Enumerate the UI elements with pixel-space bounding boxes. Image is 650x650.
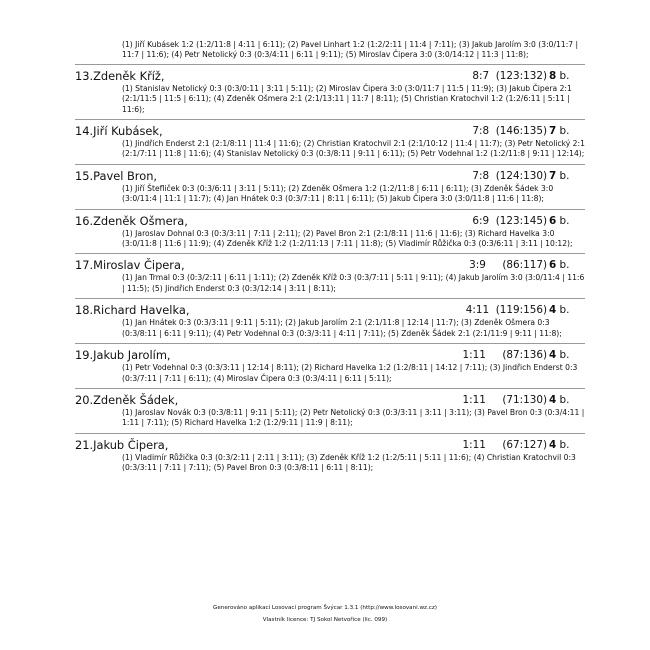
- points: [549, 257, 585, 273]
- points: [549, 347, 585, 363]
- entry-header: [75, 392, 585, 408]
- previous-entry-details: (1) Jiří Kubásek 1:2 (1:2/11:8 | 4:11 | 6:11); (2) Pavel Linhart 1:2 (1:2/2:11 | 11:4 | 7:11); (3) Jakub Jarolím 3:0 (3:0/11:7 | 11:7 | 11:6); (4) Petr Netolický 0:3 (0:3/4:11 | 6:11 | 9:11); (5) Miroslav Čipera 3:0 (3:0/14:12 | 11:3 | 11:8);: [122, 40, 579, 60]
- points-value: 6: [549, 214, 557, 227]
- standing-entry: [75, 64, 585, 115]
- entry-header: [75, 68, 585, 84]
- points: [549, 302, 585, 318]
- points-unit: b.: [556, 125, 570, 138]
- entry-header: [75, 213, 585, 229]
- match-score: 7:8 (146:135): [472, 125, 547, 138]
- match-details: (1) Jan Hnátek 0:3 (0:3/3:11 | 9:11 | 5:11); (2) Jakub Jarolím 2:1 (2:1/11:8 | 12:14 | 11:7); (3) Zdeněk Ošmera 0:3 (0:3/8:11 | 6:11 | 9:11); (4) Petr Vodehnal 0:3 (0:3/3:11 | 4:11 | 7:11); (5) Zdeněk Šádek 2:1 (2:1/11:9 | 9:11 | 11:8);: [122, 318, 562, 338]
- match-details: (1) Jaroslav Dohnal 0:3 (0:3/3:11 | 7:11 | 2:11); (2) Pavel Bron 2:1 (2:1/8:11 | 11:6 | 11:6); (3) Richard Havelka 3:0 (3:0/11:8 | 11:6 | 11:9); (4) Zdeněk Kříž 1:2 (1:2/11:13 | 7:11 | 11:8); (5) Vladimír Růžička 0:3 (0:3/6:11 | 3:11 | 10:12);: [122, 228, 573, 249]
- standing-entry: [75, 433, 585, 474]
- standing-entry: [75, 119, 585, 160]
- footer-generated: Generováno aplikací Losovací program Švýcar 1.3.1 (http://www.losovani.wz.cz): [213, 605, 437, 611]
- entry-header: [75, 437, 585, 453]
- player-name: 20.Zdeněk Šádek,: [75, 392, 179, 407]
- player-name: 21.Jakub Čipera,: [75, 437, 169, 452]
- points-unit: b.: [556, 393, 570, 406]
- standing-entry: [75, 253, 585, 294]
- match-details: (1) Petr Vodehnal 0:3 (0:3/3:11 | 12:14 | 8:11); (2) Richard Havelka 1:2 (1:2/8:11 | 14:12 | 7:11); (3) Jindřich Enderst 0:3 (0:3/7:11 | 7:11 | 6:11); (4) Miroslav Čipera 0:3 (0:3/4:11 | 6:11 | 5:11);: [122, 363, 578, 383]
- match-score: 1:11 (87:136): [462, 349, 547, 362]
- match-score: 6:9 (123:145): [472, 214, 547, 227]
- match-score: 4:11 (119:156): [465, 304, 547, 317]
- points: [549, 68, 585, 84]
- player-name: 16.Zdeněk Ošmera,: [75, 213, 188, 228]
- match-score: 8:7 (123:132): [472, 69, 547, 82]
- match-details: (1) Jindřich Enderst 2:1 (2:1/8:11 | 11:4 | 11:6); (2) Christian Kratochvil 2:1 (2:1/10:12 | 11:4 | 11:7); (3) Petr Netolický 2:1 (2:1/7:11 | 11:8 | 11:6); (4) Stanislav Netolický 0:3 (0:3/8:11 | 9:11 | 6:11); (5) Petr Vodehnal 1:2 (1:2/11:8 | 9:11 | 12:14);: [122, 139, 585, 159]
- standing-entry: [75, 343, 585, 384]
- points-unit: b.: [556, 438, 570, 451]
- match-details: (1) Vladimír Růžička 0:3 (0:3/2:11 | 2:11 | 3:11); (3) Zdeněk Kříž 1:2 (1:2/5:11 | 5:11 | 11:6); (4) Christian Kratochvil 0:3 (0:3/3:11 | 7:11 | 7:11); (5) Pavel Bron 0:3 (0:3/8:11 | 6:11 | 8:11);: [122, 452, 576, 473]
- points-value: 4: [549, 349, 557, 362]
- points-value: 4: [549, 393, 557, 406]
- player-name: 15.Pavel Bron,: [75, 168, 158, 183]
- points-value: 6: [549, 259, 557, 272]
- points-unit: b.: [556, 214, 570, 227]
- entry-header: [75, 257, 585, 273]
- points: [549, 123, 585, 139]
- points: [549, 168, 585, 184]
- footer-license: Vlastník licence: TJ Sokol Netvořice (lic. 099): [262, 617, 388, 623]
- player-name: 19.Jakub Jarolím,: [75, 348, 171, 363]
- points-value: 8: [549, 69, 557, 82]
- entry-header: [75, 123, 585, 139]
- results-page: [75, 40, 585, 478]
- standing-entry: [75, 388, 585, 429]
- points-value: 4: [549, 304, 557, 317]
- points: [549, 392, 585, 408]
- match-score: 3:9 (86:117): [469, 259, 547, 272]
- player-name: 13.Zdeněk Kříž,: [75, 68, 165, 83]
- points-value: 4: [549, 438, 557, 451]
- entry-header: [75, 302, 585, 318]
- match-score: 1:11 (67:127): [462, 438, 547, 451]
- entry-header: [75, 168, 585, 184]
- points: [549, 213, 585, 229]
- points: [549, 437, 585, 453]
- standing-entry: [75, 164, 585, 205]
- standings-list: [75, 64, 585, 474]
- entry-header: [75, 347, 585, 363]
- points-value: 7: [549, 125, 557, 138]
- match-details: (1) Jaroslav Novák 0:3 (0:3/8:11 | 9:11 | 5:11); (2) Petr Netolický 0:3 (0:3/3:11 | 3:11 | 3:11); (3) Pavel Bron 0:3 (0:3/4:11 | 1:11 | 7:11); (5) Richard Havelka 1:2 (1:2/9:11 | 11:9 | 8:11);: [122, 407, 585, 428]
- match-details: (1) Jiří Štefliček 0:3 (0:3/6:11 | 3:11 | 5:11); (2) Zdeněk Ošmera 1:2 (1:2/11:8 | 6:11 | 6:11); (3) Zdeněk Šádek 3:0 (3:0/11:4 | 11:1 | 11:7); (4) Jan Hnátek 0:3 (0:3/7:11 | 8:11 | 6:11); (5) Jakub Čipera 3:0 (3:0/11:8 | 11:6 | 11:8);: [122, 183, 554, 204]
- points-value: 7: [549, 169, 557, 182]
- player-name: 17.Miroslav Čipera,: [75, 258, 185, 273]
- points-unit: b.: [556, 304, 570, 317]
- match-details: (1) Jan Trmal 0:3 (0:3/2:11 | 6:11 | 1:11); (2) Zdeněk Kříž 0:3 (0:3/7:11 | 5:11 | 9:11); (4) Jakub Jarolím 3:0 (3:0/11:4 | 11:6 | 11:5); (5) Jindřich Enderst 0:3 (0:3/12:14 | 3:11 | 8:11);: [122, 273, 585, 293]
- match-details: (1) Stanislav Netolický 0:3 (0:3/0:11 | 3:11 | 5:11); (2) Miroslav Čipera 3:0 (3:0/11:7 | 11:5 | 11:9); (3) Jakub Čipera 2:1 (2:1/11:5 | 11:5 | 6:11); (4) Zdeněk Ošmera 2:1 (2:1/13:11 | 11:7 | 8:11); (5) Christian Kratochvil 1:2 (1:2/6:11 | 5:11 | 11:6);: [122, 83, 572, 114]
- match-score: 7:8 (124:130): [472, 169, 547, 182]
- points-unit: b.: [556, 69, 570, 82]
- player-name: 14.Jiří Kubásek,: [75, 124, 163, 139]
- points-unit: b.: [556, 349, 570, 362]
- standing-entry: [75, 209, 585, 250]
- player-name: 18.Richard Havelka,: [75, 303, 190, 318]
- match-score: 1:11 (71:130): [462, 393, 547, 406]
- standing-entry: [75, 298, 585, 339]
- points-unit: b.: [556, 169, 570, 182]
- points-unit: b.: [556, 259, 570, 272]
